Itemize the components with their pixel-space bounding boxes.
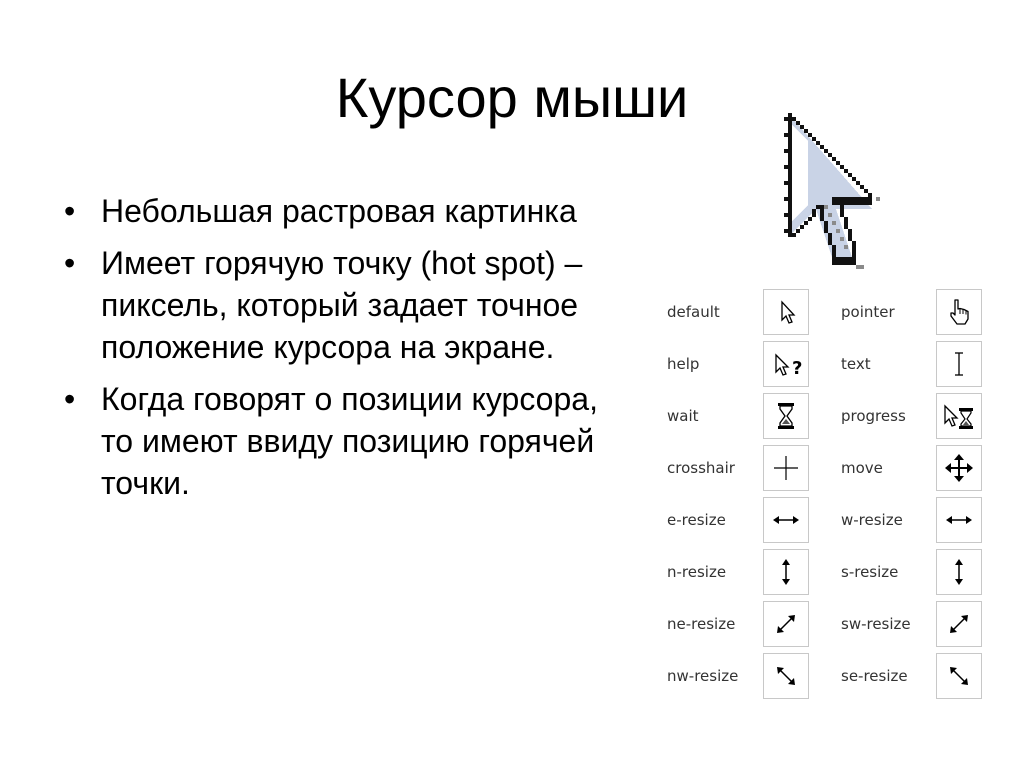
- cursor-swatch: [936, 601, 982, 647]
- text-ibeam-icon: [937, 342, 981, 386]
- bullet-item: [60, 378, 620, 504]
- cursor-row: [658, 546, 988, 598]
- bullet-item: [60, 190, 620, 232]
- diagonal-ne-resize-icon: [764, 602, 808, 646]
- cursor-name-label: move: [841, 459, 883, 477]
- cursor-swatch: [763, 653, 809, 699]
- slide-title: Курсор мыши: [335, 66, 689, 129]
- cursor-name-label: text: [841, 355, 871, 373]
- cursor-swatch: [936, 445, 982, 491]
- cursor-name-label: se-resize: [841, 667, 908, 685]
- bullet-list: [60, 190, 620, 514]
- arrow-icon: [764, 290, 808, 334]
- vertical-resize-icon: [937, 550, 981, 594]
- cursor-name-label: sw-resize: [841, 615, 911, 633]
- cursor-swatch: [763, 341, 809, 387]
- svg-text:?: ?: [792, 358, 803, 379]
- cursor-swatch: [763, 445, 809, 491]
- diagonal-nw-resize-icon: [937, 654, 981, 698]
- cursor-swatch: [936, 341, 982, 387]
- cursor-name-label: nw-resize: [667, 667, 739, 685]
- bullet-text: Имеет горячую точку (hot spot) – пиксель, который задает точное положение курсора на экране.: [101, 245, 583, 365]
- crosshair-icon: [764, 446, 808, 490]
- help-arrow-icon: [764, 342, 808, 386]
- cursor-swatch: [763, 549, 809, 595]
- horizontal-resize-icon: [764, 498, 808, 542]
- horizontal-resize-icon: [937, 498, 981, 542]
- arrow-hourglass-icon: [937, 394, 981, 438]
- cursor-row: [658, 494, 988, 546]
- cursor-name-label: w-resize: [841, 511, 903, 529]
- cursor-row: [658, 286, 988, 338]
- cursor-swatch: [936, 393, 982, 439]
- cursor-table: [658, 286, 988, 706]
- cursor-swatch: [763, 601, 809, 647]
- cursor-name-label: help: [667, 355, 700, 373]
- bullet-marker: •: [64, 245, 76, 281]
- cursor-name-label: pointer: [841, 303, 895, 321]
- diagonal-nw-resize-icon: [764, 654, 808, 698]
- cursor-name-label: crosshair: [667, 459, 735, 477]
- bullet-item: [60, 242, 620, 368]
- cursor-row: [658, 598, 988, 650]
- cursor-row: [658, 390, 988, 442]
- cursor-swatch: [936, 653, 982, 699]
- hourglass-icon: [764, 394, 808, 438]
- cursor-swatch: [763, 393, 809, 439]
- hand-pointer-icon: [937, 290, 981, 334]
- bullet-text: Небольшая растровая картинка: [101, 193, 577, 229]
- diagonal-ne-resize-icon: [937, 602, 981, 646]
- cursor-row: [658, 650, 988, 702]
- vertical-resize-icon: [764, 550, 808, 594]
- cursor-swatch: [936, 289, 982, 335]
- bullet-text: Когда говорят о позиции курсора, то имеют ввиду позицию горячей точки.: [101, 381, 598, 501]
- cursor-swatch: [936, 549, 982, 595]
- cursor-name-label: default: [667, 303, 720, 321]
- bullet-marker: •: [64, 381, 76, 417]
- bullet-marker: •: [64, 193, 76, 229]
- cursor-name-label: ne-resize: [667, 615, 736, 633]
- cursor-name-label: wait: [667, 407, 699, 425]
- cursor-swatch: [936, 497, 982, 543]
- cursor-row: [658, 338, 988, 390]
- arrow-pointer-icon: [780, 108, 896, 274]
- cursor-swatch: [763, 497, 809, 543]
- cursor-name-label: progress: [841, 407, 906, 425]
- cursor-name-label: s-resize: [841, 563, 899, 581]
- cursor-name-label: n-resize: [667, 563, 727, 581]
- cursor-row: [658, 442, 988, 494]
- cursor-name-label: e-resize: [667, 511, 726, 529]
- move-icon: [937, 446, 981, 490]
- cursor-swatch: [763, 289, 809, 335]
